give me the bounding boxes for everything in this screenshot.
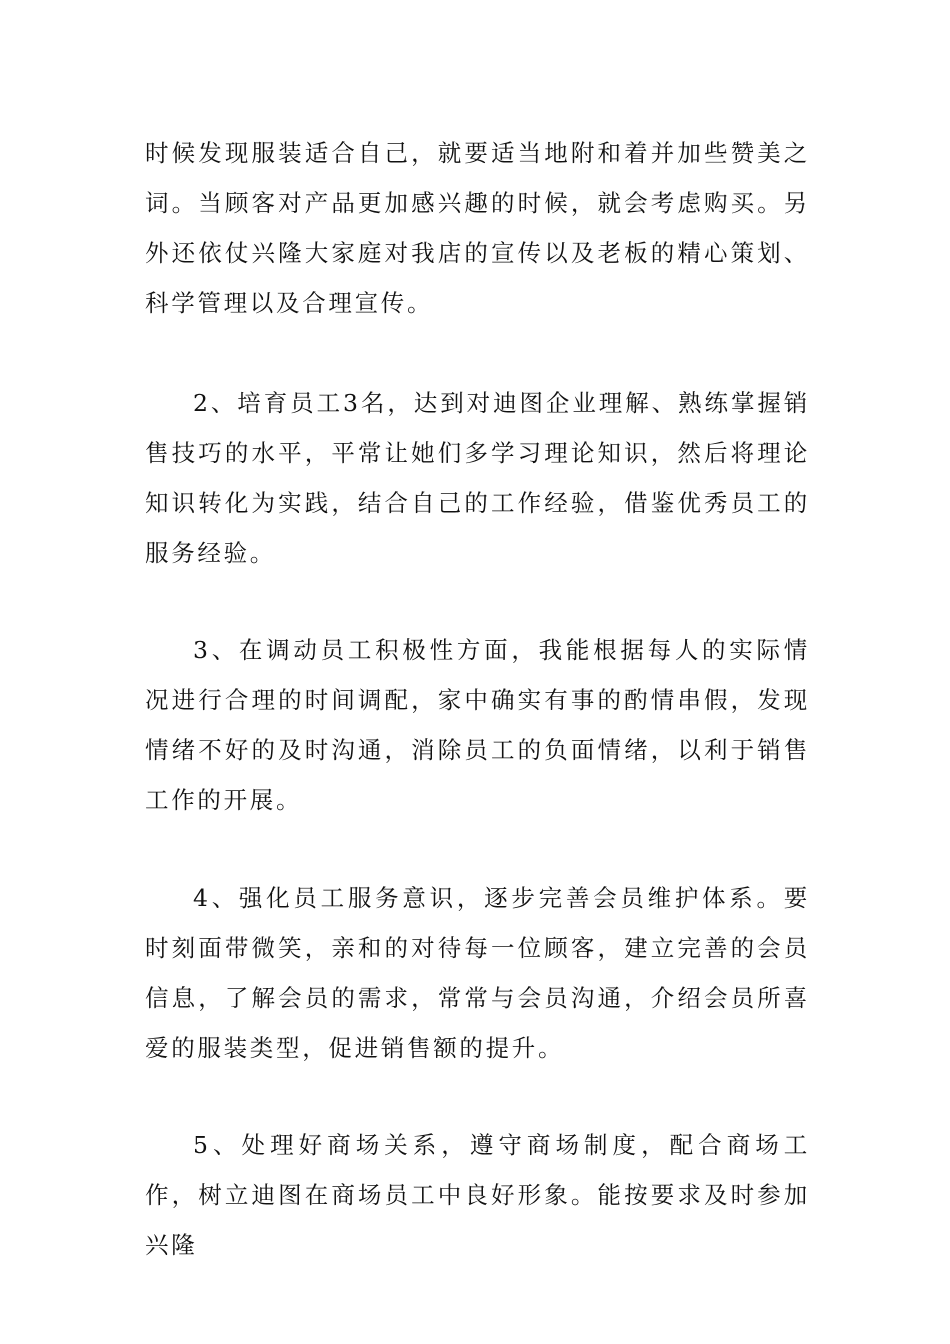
paragraph-continued: 时候发现服装适合自己，就要适当地附和着并加些赞美之词。当顾客对产品更加感兴趣的时候，就会考虑购买。另外还依仗兴隆大家庭对我店的宣传以及老板的精心策划、科学管理以及合理宣传。 [145, 139, 810, 317]
paragraph-item-2: 2、培育员工3名，达到对迪图企业理解、熟练掌握销售技巧的水平，平常让她们多学习理论知识，然后将理论知识转化为实践，结合自己的工作经验，借鉴优秀员工的服务经验。 [145, 389, 810, 567]
paragraph-item-3: 3、在调动员工积极性方面，我能根据每人的实际情况进行合理的时间调配，家中确实有事的酌情串假，发现情绪不好的及时沟通，消除员工的负面情绪，以利于销售工作的开展。 [145, 636, 810, 814]
paragraph-item-4: 4、强化员工服务意识，逐步完善会员维护体系。要时刻面带微笑，亲和的对待每一位顾客，建立完善的会员信息，了解会员的需求，常常与会员沟通，介绍会员所喜爱的服装类型，促进销售额的提升。 [145, 884, 810, 1062]
paragraph-item-5: 5、处理好商场关系，遵守商场制度，配合商场工作，树立迪图在商场员工中良好形象。能按要求及时参加兴隆 [145, 1131, 810, 1259]
